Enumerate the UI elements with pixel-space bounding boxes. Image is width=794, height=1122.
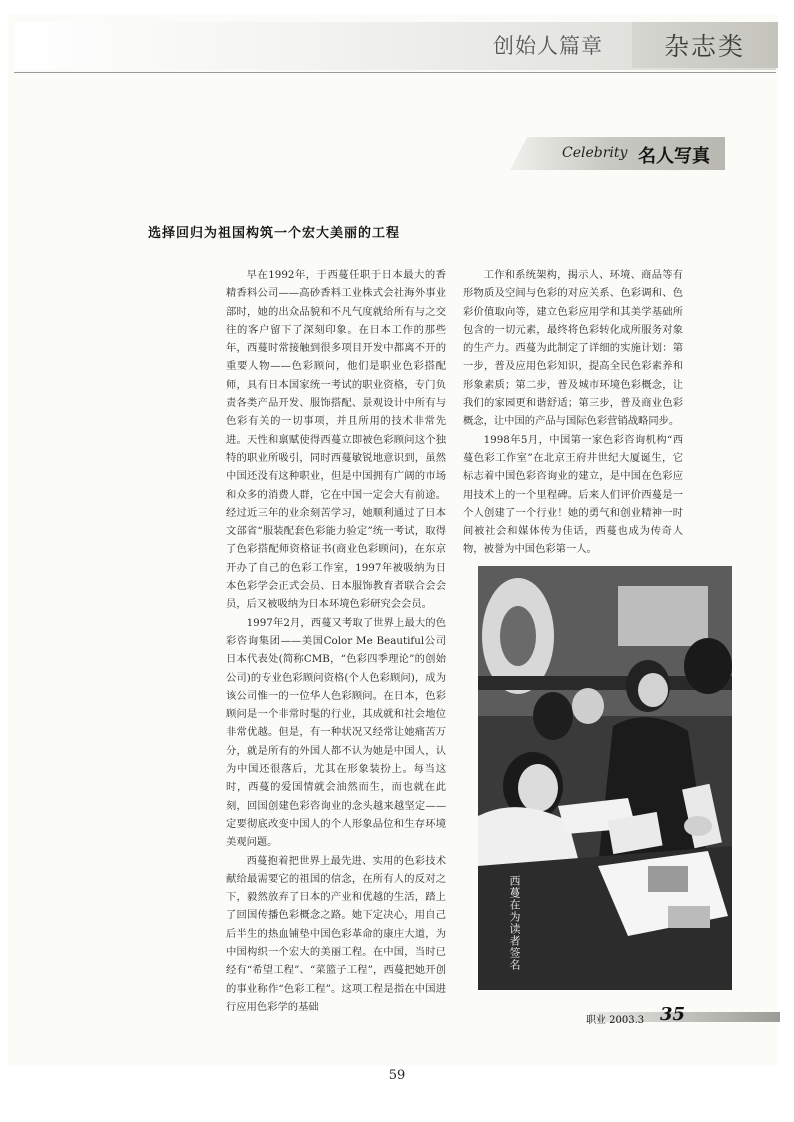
magazine-page-number: 35 bbox=[660, 1004, 686, 1025]
right-paragraph-2: 1998年5月，中国第一家色彩咨询机构“西蔓色彩工作室”在北京王府井世纪大厦诞生，它标志着中国色彩咨询业的建立，是中国在色彩应用技术上的一个里程碑。后来人们评价西蔓是一个人创建了一个行业！她的勇气和创业精神一时间被社会和媒体传为佳话，西蔓也成为传奇人物，被誉为中国色彩第一人。 bbox=[463, 433, 683, 556]
header-rule bbox=[14, 72, 776, 73]
right-column bbox=[463, 266, 683, 559]
section-title: 创始人篇章 bbox=[493, 34, 603, 58]
issue-label: 职业 2003.3 bbox=[586, 1015, 645, 1026]
column-latin: Celebrity bbox=[562, 145, 628, 161]
category-label: 杂志类 bbox=[664, 32, 746, 61]
article-title: 选择回归为祖国构筑一个宏大美丽的工程 bbox=[148, 226, 401, 241]
left-paragraph-1: 早在1992年，于西蔓任职于日本最大的香精香料公司——高砂香料工业株式会社海外事业部时，她的出众品貌和不凡气度就给所有与之交往的客户留下了深刻印象。在日本工作的那些年，西蔓时常接触到很多项目开发中都离不开的重要人物——色彩顾问，他们是职业色彩搭配师，具有日本国家统一考试的职业资格，专门负责各类产品开发、服饰搭配、景观设计中所有与色彩有关的一切事项，并且所用的技术非常先进。天性和禀赋使得西蔓立即被色彩顾问这个独特的职业所吸引，同时西蔓敏锐地意识到，虽然中国还没有这种职业，但是中国拥有广阔的市场和众多的消费人群，它在中国一定会大有前途。经过近三年的业余刻苦学习，她顺利通过了日本文部省“服装配套色彩能力验定”统一考试，取得了色彩搭配师资格证书(商业色彩顾问)，在东京开办了自己的色彩工作室，1997年被吸纳为日本色彩学会正式会员、日本服饰教育者联合会会员，后又被吸纳为日本环境色彩研究会会员。 bbox=[226, 269, 446, 611]
left-paragraph-3: 西蔓抱着把世界上最先进、实用的色彩技术献给最需要它的祖国的信念，在所有人的反对之下，毅然放弃了日本的产业和优越的生活，踏上了回国传播色彩概念之路。她下定决心，用自己后半生的热血铺垫中国色彩革命的康庄大道，为中国构织一个宏大的美丽工程。在中国，当时已经有“希望工程”、“菜篮子工程”，西蔓把她开创的事业称作“色彩工程”。这项工程是指在中国进行应用色彩学的基础 bbox=[226, 854, 446, 1013]
document-page-number: 59 bbox=[388, 1068, 406, 1083]
photo-caption: 西蔓在为读者签名 bbox=[508, 875, 521, 971]
column-title: 名人写真 bbox=[638, 146, 710, 167]
left-column bbox=[226, 266, 446, 1016]
right-paragraph-1: 工作和系统架构，揭示人、环境、商品等有形物质及空间与色彩的对应关系、色彩调和、色彩价值取向等，建立色彩应用学和其美学基础所包含的一切元素，最终将色彩转化成所服务对象的生产力。西蔓为此制定了详细的实施计划：第一步，普及应用色彩知识，提高全民色彩素养和形象素质；第二步，普及城市环境色彩概念，让我们的家园更和谐舒适；第三步，普及商业色彩概念，让中国的产品与国际色彩营销战略同步。 bbox=[463, 269, 683, 428]
left-paragraph-2: 1997年2月，西蔓又考取了世界上最大的色彩咨询集团——美国Color Me Beautiful公司日本代表处(简称CMB，“色彩四季理论”的创始公司)的专业色彩顾问资格(个人色彩顾问)，成为该公司惟一的一位华人色彩顾问。在日本，色彩顾问是一个非常时髦的行业，其成就和社会地位非常优越。但是，有一种状况又经常让她痛苦万分，就是所有的外国人都不认为她是中国人，认为中国还很落后，尤其在形象装扮上。每当这时，西蔓的爱国情就会油然而生，而也就在此刻，回国创建色彩咨询业的念头越来越坚定——定要彻底改变中国人的个人形象品位和生存环境美观问题。 bbox=[226, 616, 446, 849]
